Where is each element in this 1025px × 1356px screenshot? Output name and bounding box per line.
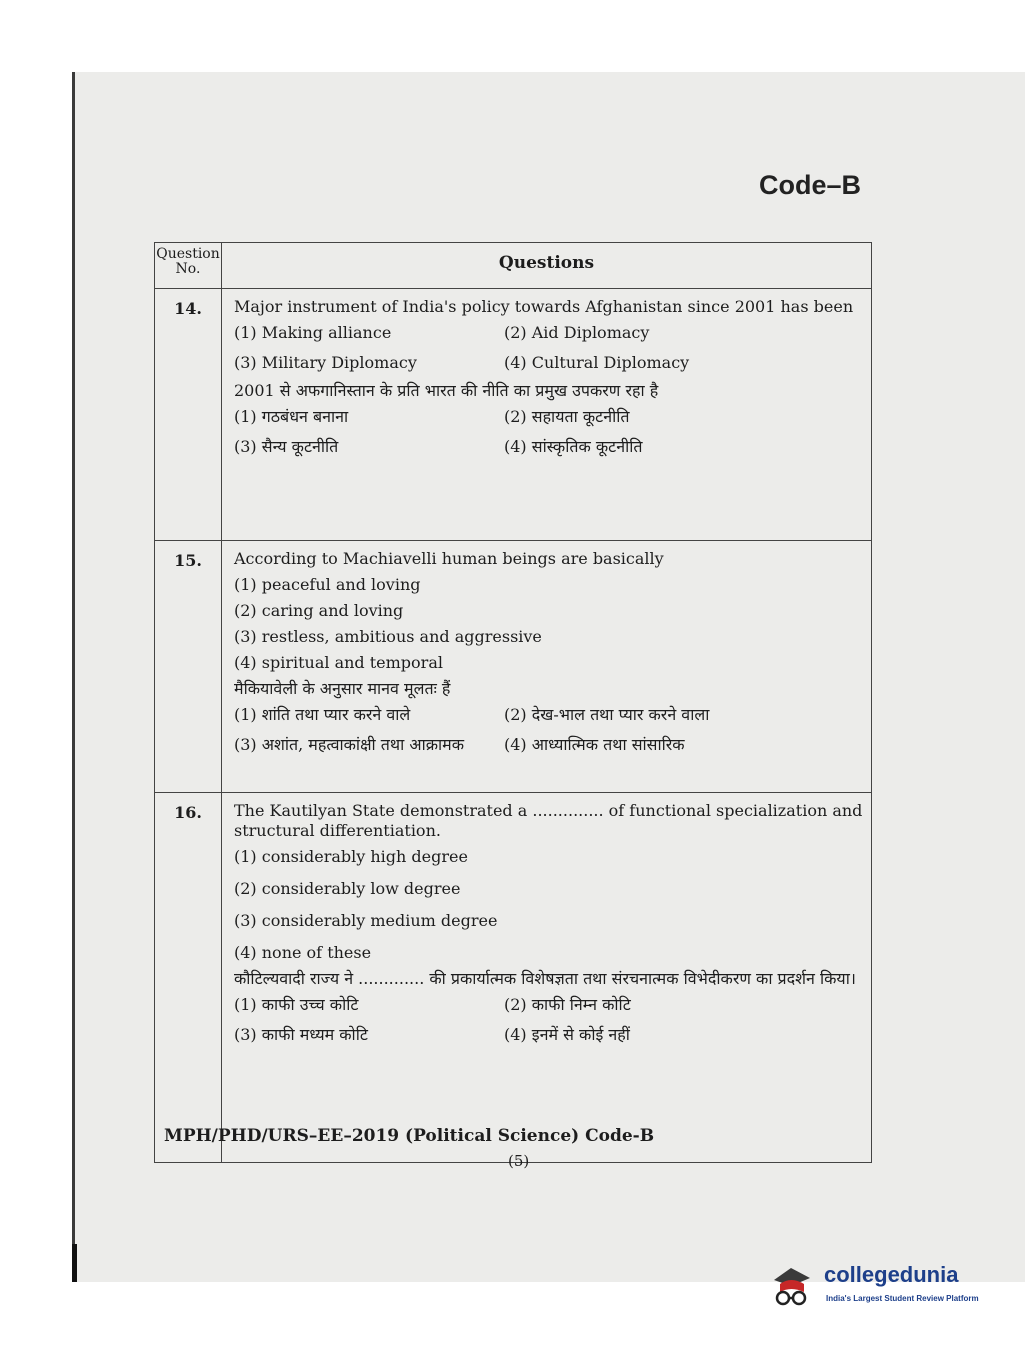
option-hindi: (3) काफी मध्यम कोटि bbox=[234, 1025, 368, 1044]
option-hindi: (1) काफी उच्च कोटि bbox=[234, 995, 359, 1014]
question-stem-hindi: 2001 से अफगानिस्तान के प्रति भारत की नीति का प्रमुख उपकरण रहा है bbox=[234, 381, 659, 400]
option-hindi: (2) देख-भाल तथा प्यार करने वाला bbox=[504, 705, 710, 724]
column-header-questions: Questions bbox=[222, 243, 872, 289]
question-number: 14. bbox=[155, 289, 222, 541]
option: (2) considerably low degree bbox=[234, 879, 461, 898]
question-row bbox=[155, 289, 872, 541]
option: (4) none of these bbox=[234, 943, 372, 962]
scan-edge-bottom bbox=[72, 1244, 77, 1282]
option: (4) Cultural Diplomacy bbox=[504, 353, 690, 372]
option-hindi: (4) सांस्कृतिक कूटनीति bbox=[504, 437, 643, 456]
options-hindi bbox=[234, 705, 865, 755]
question-row bbox=[155, 541, 872, 793]
options-english bbox=[234, 323, 865, 373]
option: (4) spiritual and temporal bbox=[234, 653, 443, 672]
question-row bbox=[155, 793, 872, 1163]
option-hindi: (3) अशांत, महत्वाकांक्षी तथा आक्रामक bbox=[234, 735, 464, 754]
options-english bbox=[234, 847, 865, 963]
option-hindi: (2) सहायता कूटनीति bbox=[504, 407, 630, 426]
question-number: 16. bbox=[155, 793, 222, 1163]
option-hindi: (4) आध्यात्मिक तथा सांसारिक bbox=[504, 735, 685, 754]
option: (3) restless, ambitious and aggressive bbox=[234, 627, 542, 646]
option-hindi: (2) काफी निम्न कोटि bbox=[504, 995, 631, 1014]
column-header-number: Question No. bbox=[155, 243, 222, 289]
question-stem-hindi: कौटिल्यवादी राज्य ने ............. की प्रकार्यात्मक विशेषज्ञता तथा संरचनात्मक विभेदीकरण का प्रदर्शन किया। bbox=[234, 969, 856, 988]
option-hindi: (4) इनमें से कोई नहीं bbox=[504, 1025, 630, 1044]
option-hindi: (1) गठबंधन बनाना bbox=[234, 407, 349, 426]
question-number: 15. bbox=[155, 541, 222, 793]
logo-tagline: India's Largest Student Review Platform bbox=[826, 1294, 979, 1303]
option: (1) Making alliance bbox=[234, 323, 392, 342]
collegedunia-logo bbox=[766, 1256, 996, 1312]
question-stem-hindi: मैकियावेली के अनुसार मानव मूलतः हैं bbox=[234, 679, 451, 698]
code-label: Code–B bbox=[758, 170, 861, 200]
option: (2) Aid Diplomacy bbox=[504, 323, 650, 342]
scan-edge bbox=[72, 72, 75, 1282]
options-hindi bbox=[234, 407, 865, 457]
footer-title: MPH/PHD/URS–EE–2019 (Political Science) Code-B bbox=[164, 1126, 655, 1146]
question-stem: According to Machiavelli human beings are basically bbox=[234, 549, 664, 568]
option: (3) considerably medium degree bbox=[234, 911, 498, 930]
option: (2) caring and loving bbox=[234, 601, 404, 620]
option-hindi: (1) शांति तथा प्यार करने वाले bbox=[234, 705, 411, 724]
option-hindi: (3) सैन्य कूटनीति bbox=[234, 437, 339, 456]
options-hindi bbox=[234, 995, 865, 1045]
question-stem: The Kautilyan State demonstrated a .............. of functional specialization and structural differentiation. bbox=[234, 801, 863, 840]
option: (1) considerably high degree bbox=[234, 847, 468, 866]
question-stem: Major instrument of India's policy towards Afghanistan since 2001 has been bbox=[234, 297, 854, 316]
page-number: (5) bbox=[508, 1152, 530, 1170]
logo-mascot-icon bbox=[766, 1262, 816, 1308]
options-english bbox=[234, 575, 865, 673]
option: (1) peaceful and loving bbox=[234, 575, 421, 594]
question-table bbox=[154, 242, 872, 1163]
option: (3) Military Diplomacy bbox=[234, 353, 417, 372]
logo-name: collegedunia bbox=[824, 1262, 959, 1287]
